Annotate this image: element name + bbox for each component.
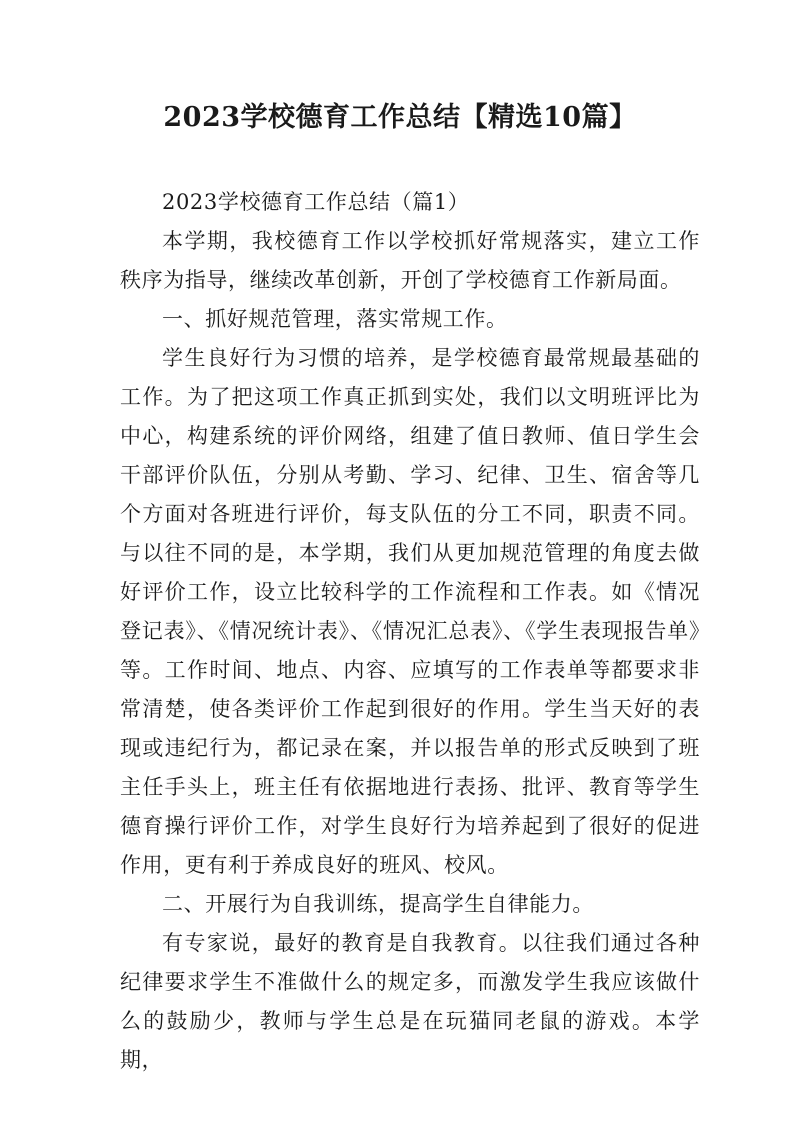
paragraph: 有专家说，最好的教育是自我教育。以往我们通过各种纪律要求学生不准做什么的规定多，而激发学生我应该做什么的鼓励少，教师与学生总是在玩猫同老鼠的游戏。本学期， <box>120 931 700 1072</box>
subsection-heading: 二、开展行为自我训练，提高学生自律能力。 <box>162 892 594 916</box>
section-heading: 2023学校德育工作总结（篇1） <box>162 190 470 214</box>
subsection-heading: 一、抓好规范管理，落实常规工作。 <box>162 307 508 331</box>
paragraph: 本学期，我校德育工作以学校抓好常规落实，建立工作秩序为指导，继续改革创新，开创了学校德育工作新局面。 <box>120 229 700 292</box>
document-title: 2023学校德育工作总结【精选10篇】 <box>163 102 637 133</box>
paragraph: 学生良好行为习惯的培养，是学校德育最常规最基础的工作。为了把这项工作真正抓到实处，我们以文明班评比为中心，构建系统的评价网络，组建了值日教师、值日学生会干部评价队伍，分别从考勤、学习、纪律、卫生、宿舍等几个方面对各班进行评价，每支队伍的分工不同，职责不同。与以往不同的是，本学期，我们从更加规范管理的角度去做好评价工作，设立比较科学的工作流程和工作表。如《情况登记表》、《情况统计表》、《情况汇总表》、《学生表现报告单》等。工作时间、地点、内容、应填写的工作表单等都要求非常清楚，使各类评价工作起到很好的作用。学生当天好的表现或违纪行为，都记录在案，并以报告单的形式反映到了班主任手头上，班主任有依据地进行表扬、批评、教育等学生德育操行评价工作，对学生良好行为培养起到了很好的促进作用，更有利于养成良好的班风、校风。 <box>120 346 700 877</box>
document-body <box>120 183 700 1080</box>
